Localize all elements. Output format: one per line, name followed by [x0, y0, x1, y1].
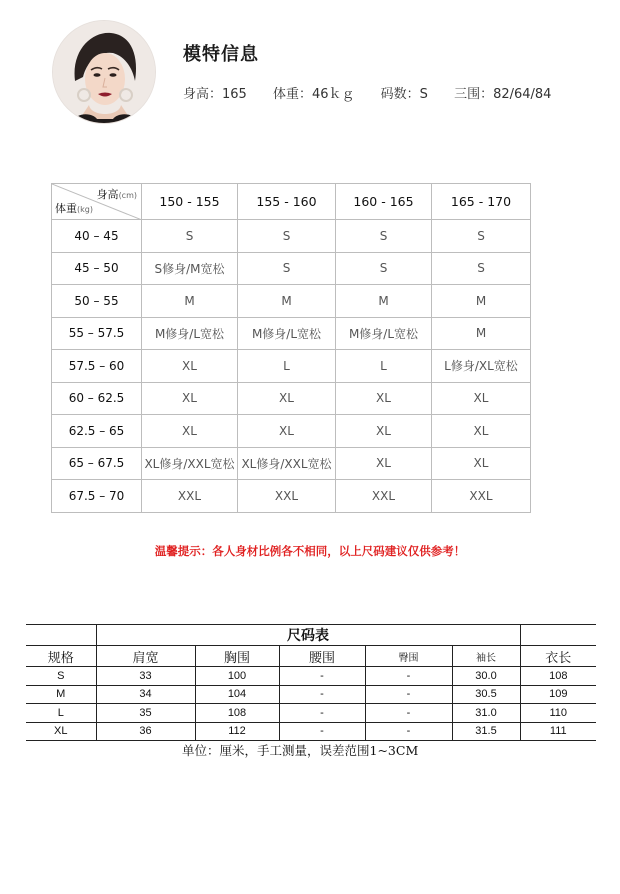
measurement-note: 单位：厘米，手工测量，误差范围1~3CM: [182, 743, 419, 758]
chart-cell: -: [279, 704, 365, 723]
size-cell: XL: [336, 382, 432, 415]
weight-range-cell: 55 – 57.5: [52, 317, 142, 350]
size-cell: M修身/L宽松: [142, 317, 238, 350]
chart-cell: 109: [549, 688, 568, 701]
size-cell: XXL: [238, 480, 336, 513]
size-cell: S修身/M宽松: [142, 252, 238, 285]
size-chart-table: [26, 624, 596, 741]
model-avatar: [53, 21, 155, 123]
height-range-header: 165 - 170: [432, 184, 531, 220]
chart-cell: 30.0: [452, 667, 520, 686]
chart-cell: 31.5: [452, 722, 520, 741]
grid-row: [52, 252, 531, 285]
size-chart-row: [26, 667, 596, 686]
grid-row: [52, 415, 531, 448]
size-chart-title: 尺码表: [287, 628, 330, 644]
height-range-header: 155 - 160: [238, 184, 336, 220]
grid-row: [52, 447, 531, 480]
chart-cell: XL: [26, 722, 96, 741]
size-cell: XL: [336, 447, 432, 480]
size-chart-row: [26, 704, 596, 723]
chart-cell: 108: [549, 669, 568, 682]
grid-row: [52, 220, 531, 253]
grid-header-row: [52, 184, 531, 220]
model-measurements: 三围：82/64/84: [454, 87, 552, 102]
size-cell: L: [336, 350, 432, 383]
chart-cell: S: [26, 667, 96, 686]
model-portrait: [53, 21, 155, 123]
size-cell: XXL: [432, 480, 531, 513]
model-info-title: 模特信息: [183, 44, 259, 65]
size-cell: XL: [432, 382, 531, 415]
model-size: 码数：S: [380, 87, 428, 102]
size-cell: M: [142, 285, 238, 318]
size-cell: XL: [432, 415, 531, 448]
model-height: 身高：165: [183, 87, 247, 102]
grid-row: [52, 285, 531, 318]
size-cell: M: [432, 317, 531, 350]
corner-height-label: 身高(cm): [96, 188, 137, 201]
size-cell: M: [238, 285, 336, 318]
size-cell: XL: [142, 350, 238, 383]
size-cell: XL修身/XXL宽松: [238, 447, 336, 480]
weight-range-cell: 45 – 50: [52, 252, 142, 285]
chart-cell: 36: [96, 722, 195, 741]
chart-cell: 33: [96, 667, 195, 686]
corner-weight-label: 体重(kg): [55, 202, 93, 215]
size-recommendation-table: [51, 183, 531, 513]
chart-cell: -: [279, 667, 365, 686]
size-cell: L修身/XL宽松: [432, 350, 531, 383]
grid-corner-cell: [52, 184, 142, 220]
chart-cell: -: [279, 685, 365, 704]
weight-range-cell: 60 – 62.5: [52, 382, 142, 415]
chart-cell: 34: [96, 685, 195, 704]
size-cell: M: [432, 285, 531, 318]
chart-cell: 108: [195, 704, 279, 723]
weight-range-cell: 57.5 – 60: [52, 350, 142, 383]
chart-cell: 112: [195, 722, 279, 741]
chart-cell: 110: [549, 706, 568, 719]
size-chart-row: [26, 685, 596, 704]
model-weight: 体重：46ｋｇ: [272, 87, 355, 102]
size-chart-header-row: [26, 646, 596, 667]
size-cell: XL: [142, 415, 238, 448]
size-cell: L: [238, 350, 336, 383]
size-cell: S: [432, 252, 531, 285]
header-hip: 臀围: [365, 646, 452, 667]
weight-range-cell: 65 – 67.5: [52, 447, 142, 480]
size-cell: XL: [336, 415, 432, 448]
header-waist: 腰围: [279, 646, 365, 667]
chart-cell: 104: [195, 685, 279, 704]
size-cell: XL修身/XXL宽松: [142, 447, 238, 480]
size-cell: S: [238, 252, 336, 285]
chart-cell: 30.5: [452, 685, 520, 704]
height-range-header: 150 - 155: [142, 184, 238, 220]
header-sleeve: 袖长: [452, 646, 520, 667]
chart-cell: M: [26, 685, 96, 704]
header-spec: 规格: [26, 646, 96, 667]
model-stats: [183, 83, 551, 102]
size-cell: XL: [238, 382, 336, 415]
header-length: 衣长: [545, 650, 572, 666]
size-cell: M修身/L宽松: [336, 317, 432, 350]
chart-cell: -: [365, 685, 452, 704]
chart-cell: 111: [549, 725, 567, 738]
header-chest: 胸围: [195, 646, 279, 667]
size-cell: M修身/L宽松: [238, 317, 336, 350]
size-cell: XL: [238, 415, 336, 448]
chart-cell: 100: [195, 667, 279, 686]
size-cell: M: [336, 285, 432, 318]
header-shoulder: 肩宽: [96, 646, 195, 667]
chart-cell: -: [279, 722, 365, 741]
grid-row: [52, 480, 531, 513]
grid-row: [52, 350, 531, 383]
chart-cell: L: [26, 704, 96, 723]
grid-row: [52, 317, 531, 350]
size-cell: XXL: [142, 480, 238, 513]
chart-cell: -: [365, 704, 452, 723]
title-spacer-left: [26, 625, 96, 646]
height-range-header: 160 - 165: [336, 184, 432, 220]
weight-range-cell: 50 – 55: [52, 285, 142, 318]
size-chart-row: [26, 722, 596, 741]
chart-cell: 31.0: [452, 704, 520, 723]
size-cell: S: [142, 220, 238, 253]
chart-cell: -: [365, 667, 452, 686]
weight-range-cell: 62.5 – 65: [52, 415, 142, 448]
size-cell: XXL: [336, 480, 432, 513]
chart-cell: -: [365, 722, 452, 741]
size-cell: XL: [142, 382, 238, 415]
grid-row: [52, 382, 531, 415]
size-cell: S: [238, 220, 336, 253]
size-cell: S: [432, 220, 531, 253]
size-tip-notice: 温馨提示：各人身材比例各不相同，以上尺码建议仅供参考！: [154, 544, 466, 558]
weight-range-cell: 67.5 – 70: [52, 480, 142, 513]
chart-cell: 35: [96, 704, 195, 723]
title-spacer-right: [520, 625, 596, 646]
size-chart-title-row: [26, 625, 596, 646]
size-cell: S: [336, 252, 432, 285]
size-cell: S: [336, 220, 432, 253]
weight-range-cell: 40 – 45: [52, 220, 142, 253]
size-cell: XL: [432, 447, 531, 480]
